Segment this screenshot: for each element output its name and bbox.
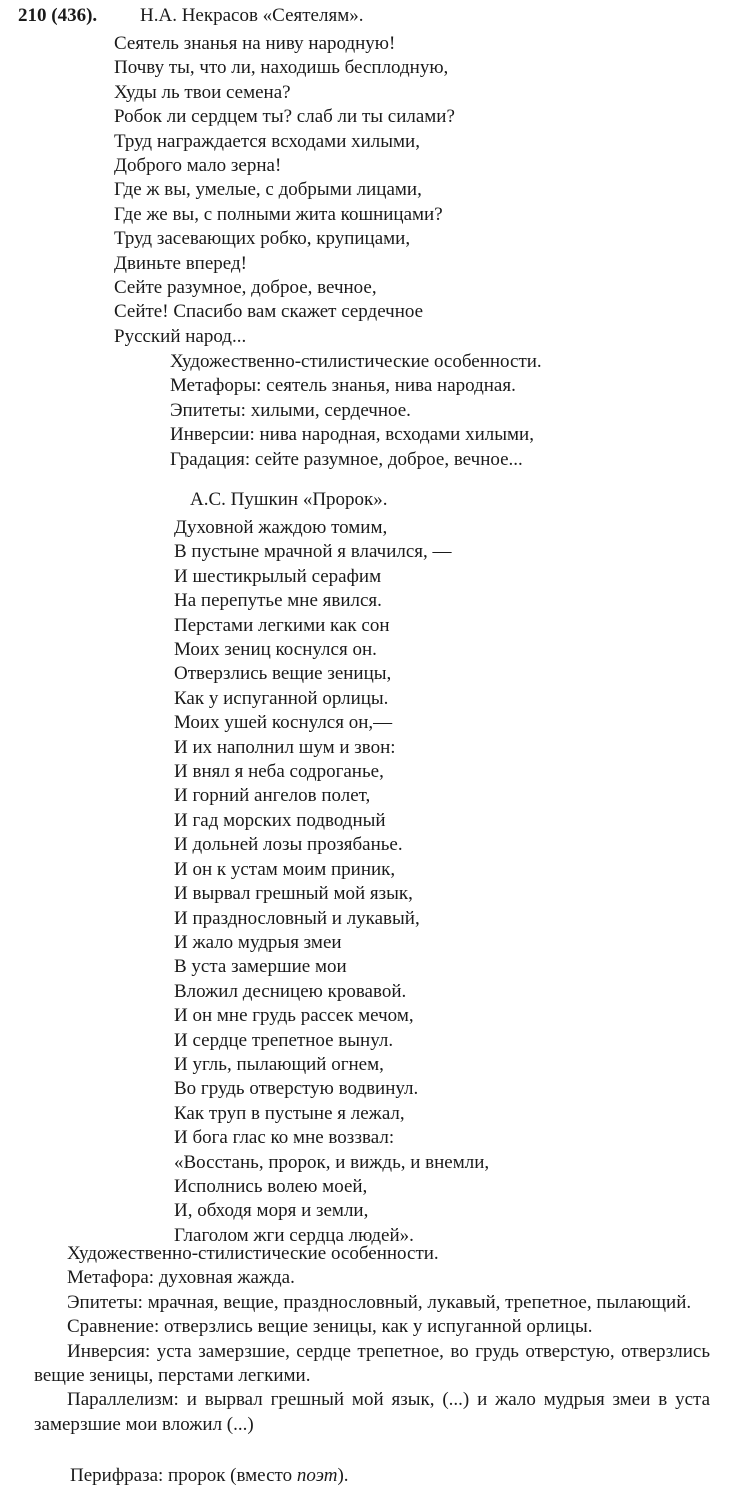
periphrasis-suffix: ). (337, 1465, 349, 1486)
poem-line: Глаголом жги сердца людей». (174, 1224, 414, 1246)
note-line: Художественно-стилистические особенности. (170, 351, 542, 372)
poem-line: Моих зениц коснулся он. (174, 639, 377, 661)
poem-line: И празднословный и лукавый, (174, 907, 420, 929)
poem-line: Робок ли сердцем ты? слаб ли ты силами? (114, 106, 455, 128)
poem-line: И он к устам моим приник, (174, 858, 396, 880)
exercise-title: Н.А. Некрасов «Сеятелям». (140, 5, 364, 26)
note-line: Эпитеты: хилыми, сердечное. (170, 399, 411, 421)
poem-line: Исполнись волею моей, (174, 1175, 368, 1197)
poem-line: И внял я неба содроганье, (174, 761, 384, 783)
poem-line: Сейте! Спасибо вам скажет сердечное (114, 301, 424, 323)
exercise-header (18, 4, 363, 28)
poem-line: Доброго мало зерна! (114, 155, 282, 177)
poem-pushkin (174, 516, 489, 1248)
poem-line: Где же вы, с полными жита кошницами? (114, 203, 443, 225)
poem-line: Двиньте вперед! (114, 252, 247, 274)
poem-line: Как труп в пустыне я лежал, (174, 1102, 405, 1124)
poem-line: Сейте разумное, доброе, вечное, (114, 277, 377, 299)
poem-line: Худы ль твои семена? (114, 81, 291, 103)
poem-line: И сердце трепетное вынул. (174, 1029, 394, 1051)
poem-line: И бога глас ко мне воззвал: (174, 1127, 395, 1149)
poem-line: И угль, пылающий огнем, (174, 1053, 384, 1075)
poem-line: Как у испуганной орлицы. (174, 687, 389, 709)
poem-line: Сеятель знанья на ниву народную! (114, 33, 396, 54)
exercise-number: 210 (436). (18, 5, 98, 26)
poem-line: Почву ты, что ли, находишь бесплодную, (114, 57, 449, 79)
poem-line: На перепутье мне явился. (174, 590, 382, 612)
notes-heading: Художественно-стилистические особенности. (67, 1243, 439, 1264)
poem-line: Перстами легкими как сон (174, 614, 390, 636)
poem-line: И жало мудрыя змеи (174, 931, 342, 953)
poem-line: Духовной жаждою томим, (174, 517, 388, 538)
notes-nekrasov (170, 350, 542, 472)
poem-line: И дольней лозы прозябанье. (174, 834, 403, 856)
poem-line: Русский народ... (114, 325, 247, 347)
note-comparison: Сравнение: отверзлись вещие зеницы, как у испуганной орлицы. (67, 1316, 593, 1338)
poem-line: И гад морских подводный (174, 809, 386, 831)
poem-line: Отверзлись вещие зеницы, (174, 663, 392, 685)
note-line: Метафоры: сеятель знанья, нива народная. (170, 375, 516, 397)
note-line: Инверсии: нива народная, всходами хилыми, (170, 424, 534, 446)
note-metaphor: Метафора: духовная жажда. (67, 1267, 295, 1289)
poem-line: И их наполнил шум и звон: (174, 736, 396, 758)
note-parallelism: Параллелизм: и вырвал грешный мой язык, (...) и жало мудрыя змеи в уста замерзшие мои вложил (...) (34, 1389, 710, 1435)
poem-line: И он мне грудь рассек мечом, (174, 1005, 414, 1027)
poem-line: Моих ушей коснулся он,— (174, 712, 393, 734)
notes-pushkin (34, 1242, 710, 1437)
poem-line: Труд награждается всходами хилыми, (114, 130, 420, 152)
periphrasis-prefix: Перифраза: пророк (вместо (70, 1465, 297, 1486)
poem-line: Труд засевающих робко, крупицами, (114, 228, 411, 250)
note-line: Градация: сейте разумное, доброе, вечное... (170, 448, 523, 470)
note-periphrasis (70, 1464, 349, 1488)
poem-nekrasov (114, 32, 455, 349)
poem-line: И шестикрылый серафим (174, 565, 382, 587)
poem-line: Вложил десницею кровавой. (174, 980, 407, 1002)
poem-pushkin-title: А.С. Пушкин «Пророк». (190, 489, 388, 510)
poem-line: В уста замершие мои (174, 956, 347, 978)
poem-line: И горний ангелов полет, (174, 785, 371, 807)
poem-line: И, обходя моря и земли, (174, 1200, 369, 1222)
poem-line: Где ж вы, умелые, с добрыми лицами, (114, 179, 422, 201)
note-epithets: Эпитеты: мрачная, вещие, празднословный, лукавый, трепетное, пылающий. (67, 1291, 692, 1313)
poem-line: И вырвал грешный мой язык, (174, 883, 413, 905)
note-inversion: Инверсия: уста замерзшие, сердце трепетное, во грудь отверстую, отверзлись вещие зеницы, перстами легкими. (34, 1340, 710, 1387)
poem-line: «Восстань, пророк, и виждь, и внемли, (174, 1151, 490, 1173)
poem-line: Во грудь отверстую водвинул. (174, 1078, 419, 1100)
periphrasis-word: поэт (296, 1465, 338, 1486)
poem-line: В пустыне мрачной я влачился, — (174, 541, 452, 563)
